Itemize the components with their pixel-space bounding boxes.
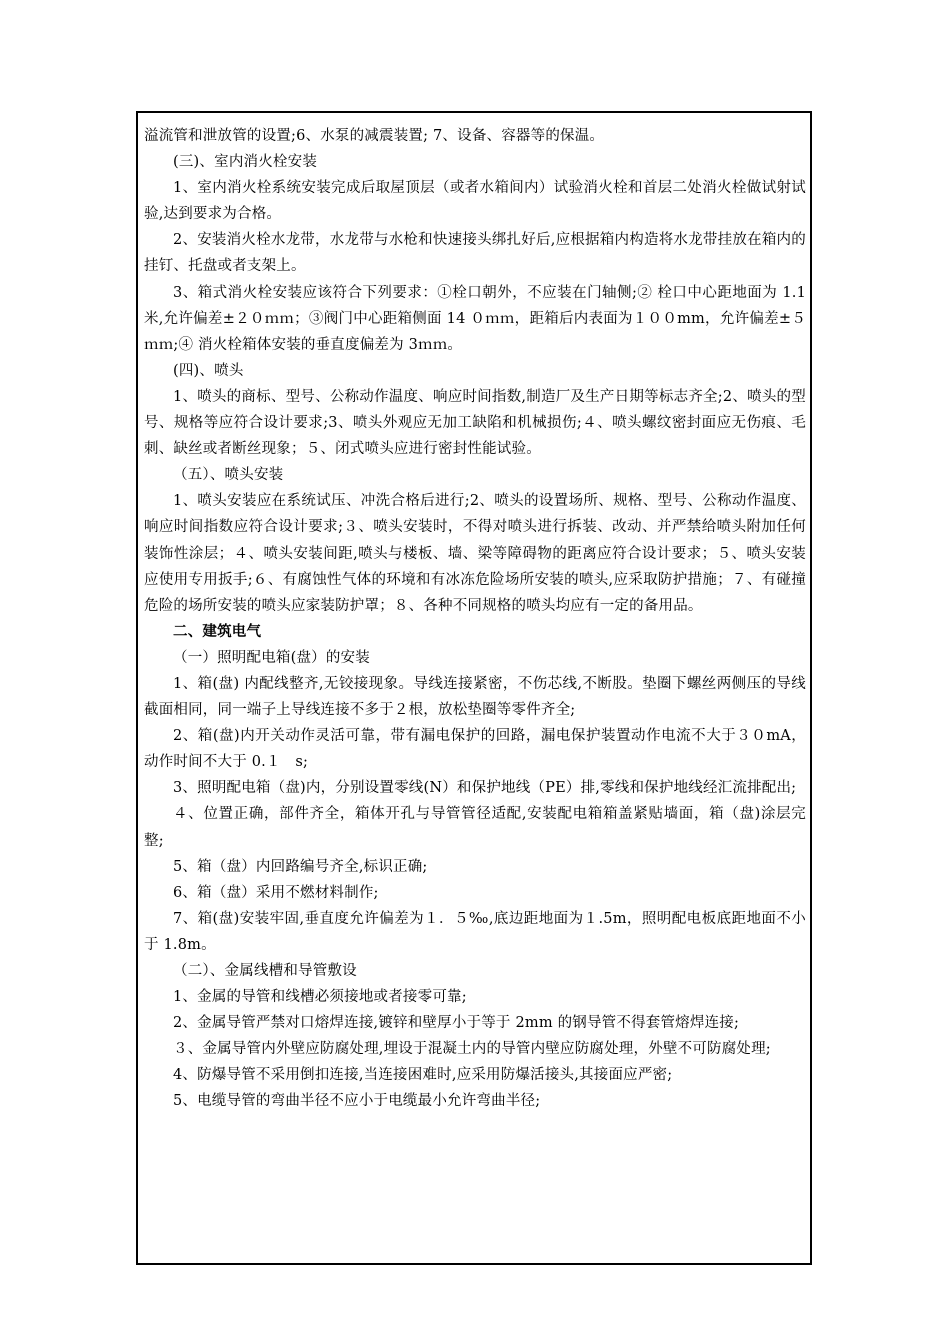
paragraph: 2、箱(盘)内开关动作灵活可靠，带有漏电保护的回路，漏电保护装置动作电流不大于３０mA，动作时间不大于 0.１ s; — [144, 728, 806, 771]
paragraph: 7、箱(盘)安装牢固,垂直度允许偏差为１．５‰,底边距地面为１.5m，照明配电板底距地面不小于 1.8m。 — [144, 910, 806, 953]
paragraph: 1、箱(盘) 内配线整齐,无铰接现象。导线连接紧密，不伤芯线,不断股。垫圈下螺丝两侧压的导线截面相同，同一端子上导线连接不多于２根，放松垫圈等零件齐全; — [144, 675, 806, 719]
paragraph: 3、箱式消火栓安装应该符合下列要求：①栓口朝外，不应装在门轴侧;② 栓口中心距地面为 1.1 米,允许偏差±２０ｍｍ；③阀门中心距箱侧面 14 ０ｍｍ，距箱后内表面为１００mm，允许偏差±５ｍｍ;④ 消火栓箱体安装的垂直度偏差为 3ｍｍ。 — [144, 284, 806, 353]
paragraph: （五）、喷头安装 — [173, 467, 284, 484]
document-body — [144, 123, 806, 1115]
paragraph: （二）、金属线槽和导管敷设 — [173, 963, 357, 979]
paragraph: 5、箱（盘）内回路编号齐全,标识正确; — [173, 858, 428, 875]
paragraph: 1、金属的导管和线槽必须接地或者接零可靠; — [173, 989, 467, 1006]
paragraph: 2、安装消火栓水龙带，水龙带与水枪和快速接头绑扎好后,应根据箱内构造将水龙带挂放在箱内的挂钉、托盘或者支架上。 — [144, 232, 806, 275]
section-heading: 二、建筑电气 — [173, 622, 262, 640]
paragraph: 6、箱（盘）采用不燃材料制作; — [173, 884, 379, 901]
paragraph: 1、室内消火栓系统安装完成后取屋顶层（或者水箱间内）试验消火栓和首层二处消火栓做试射试验,达到要求为合格。 — [144, 180, 806, 223]
paragraph: (四)、喷头 — [173, 362, 244, 379]
paragraph: （一）照明配电箱(盘）的安装 — [173, 649, 370, 666]
paragraph: 3、照明配电箱（盘)内，分别设置零线(N）和保护地线（PE）排,零线和保护地线经汇流排配出; — [173, 780, 797, 797]
paragraph: (三)、室内消火栓安装 — [173, 154, 318, 171]
paragraph: 4、防爆导管不采用倒扣连接,当连接困难时,应采用防爆活接头,其接面应严密; — [173, 1067, 673, 1084]
paragraph: ３、金属导管内外壁应防腐处理,埋设于混凝土内的导管内壁应防腐处理，外壁不可防腐处理; — [173, 1041, 771, 1058]
paragraph: 1、喷头安装应在系统试压、冲洗合格后进行;2、喷头的设置场所、规格、型号、公称动作温度、响应时间指数应符合设计要求;３、喷头安装时，不得对喷头进行拆装、改动、并严禁给喷头附加任何装饰性涂层；４、喷头安装间距,喷头与楼板、墙、梁等障碍物的距离应符合设计要求；５、喷头安装应使用专用扳手;６、有腐蚀性气体的环境和有冰冻危险场所安装的喷头,应采取防护措施；７、有碰撞危险的场所安装的喷头应家装防护罩；８、各种不同规格的喷头均应有一定的备用品。 — [144, 493, 806, 614]
paragraph: ４、位置正确，部件齐全，箱体开孔与导管管径适配,安装配电箱箱盖紧贴墙面，箱（盘)涂层完整; — [144, 806, 806, 849]
paragraph: 5、电缆导管的弯曲半径不应小于电缆最小允许弯曲半径; — [173, 1093, 541, 1110]
paragraph: 溢流管和泄放管的设置;6、水泵的减震装置; 7、设备、容器等的保温。 — [144, 128, 605, 144]
paragraph: 1、喷头的商标、型号、公称动作温度、响应时间指数,制造厂及生产日期等标志齐全;2、喷头的型号、规格等应符合设计要求;3、喷头外观应无加工缺陷和机械损伤;４、喷头螺纹密封面应无伤痕、毛刺、缺丝或者断丝现象；５、闭式喷头应进行密封性能试验。 — [144, 388, 806, 458]
paragraph: 2、金属导管严禁对口熔焊连接,镀锌和壁厚小于等于 2mm 的钢导管不得套管熔焊连接; — [173, 1015, 740, 1032]
